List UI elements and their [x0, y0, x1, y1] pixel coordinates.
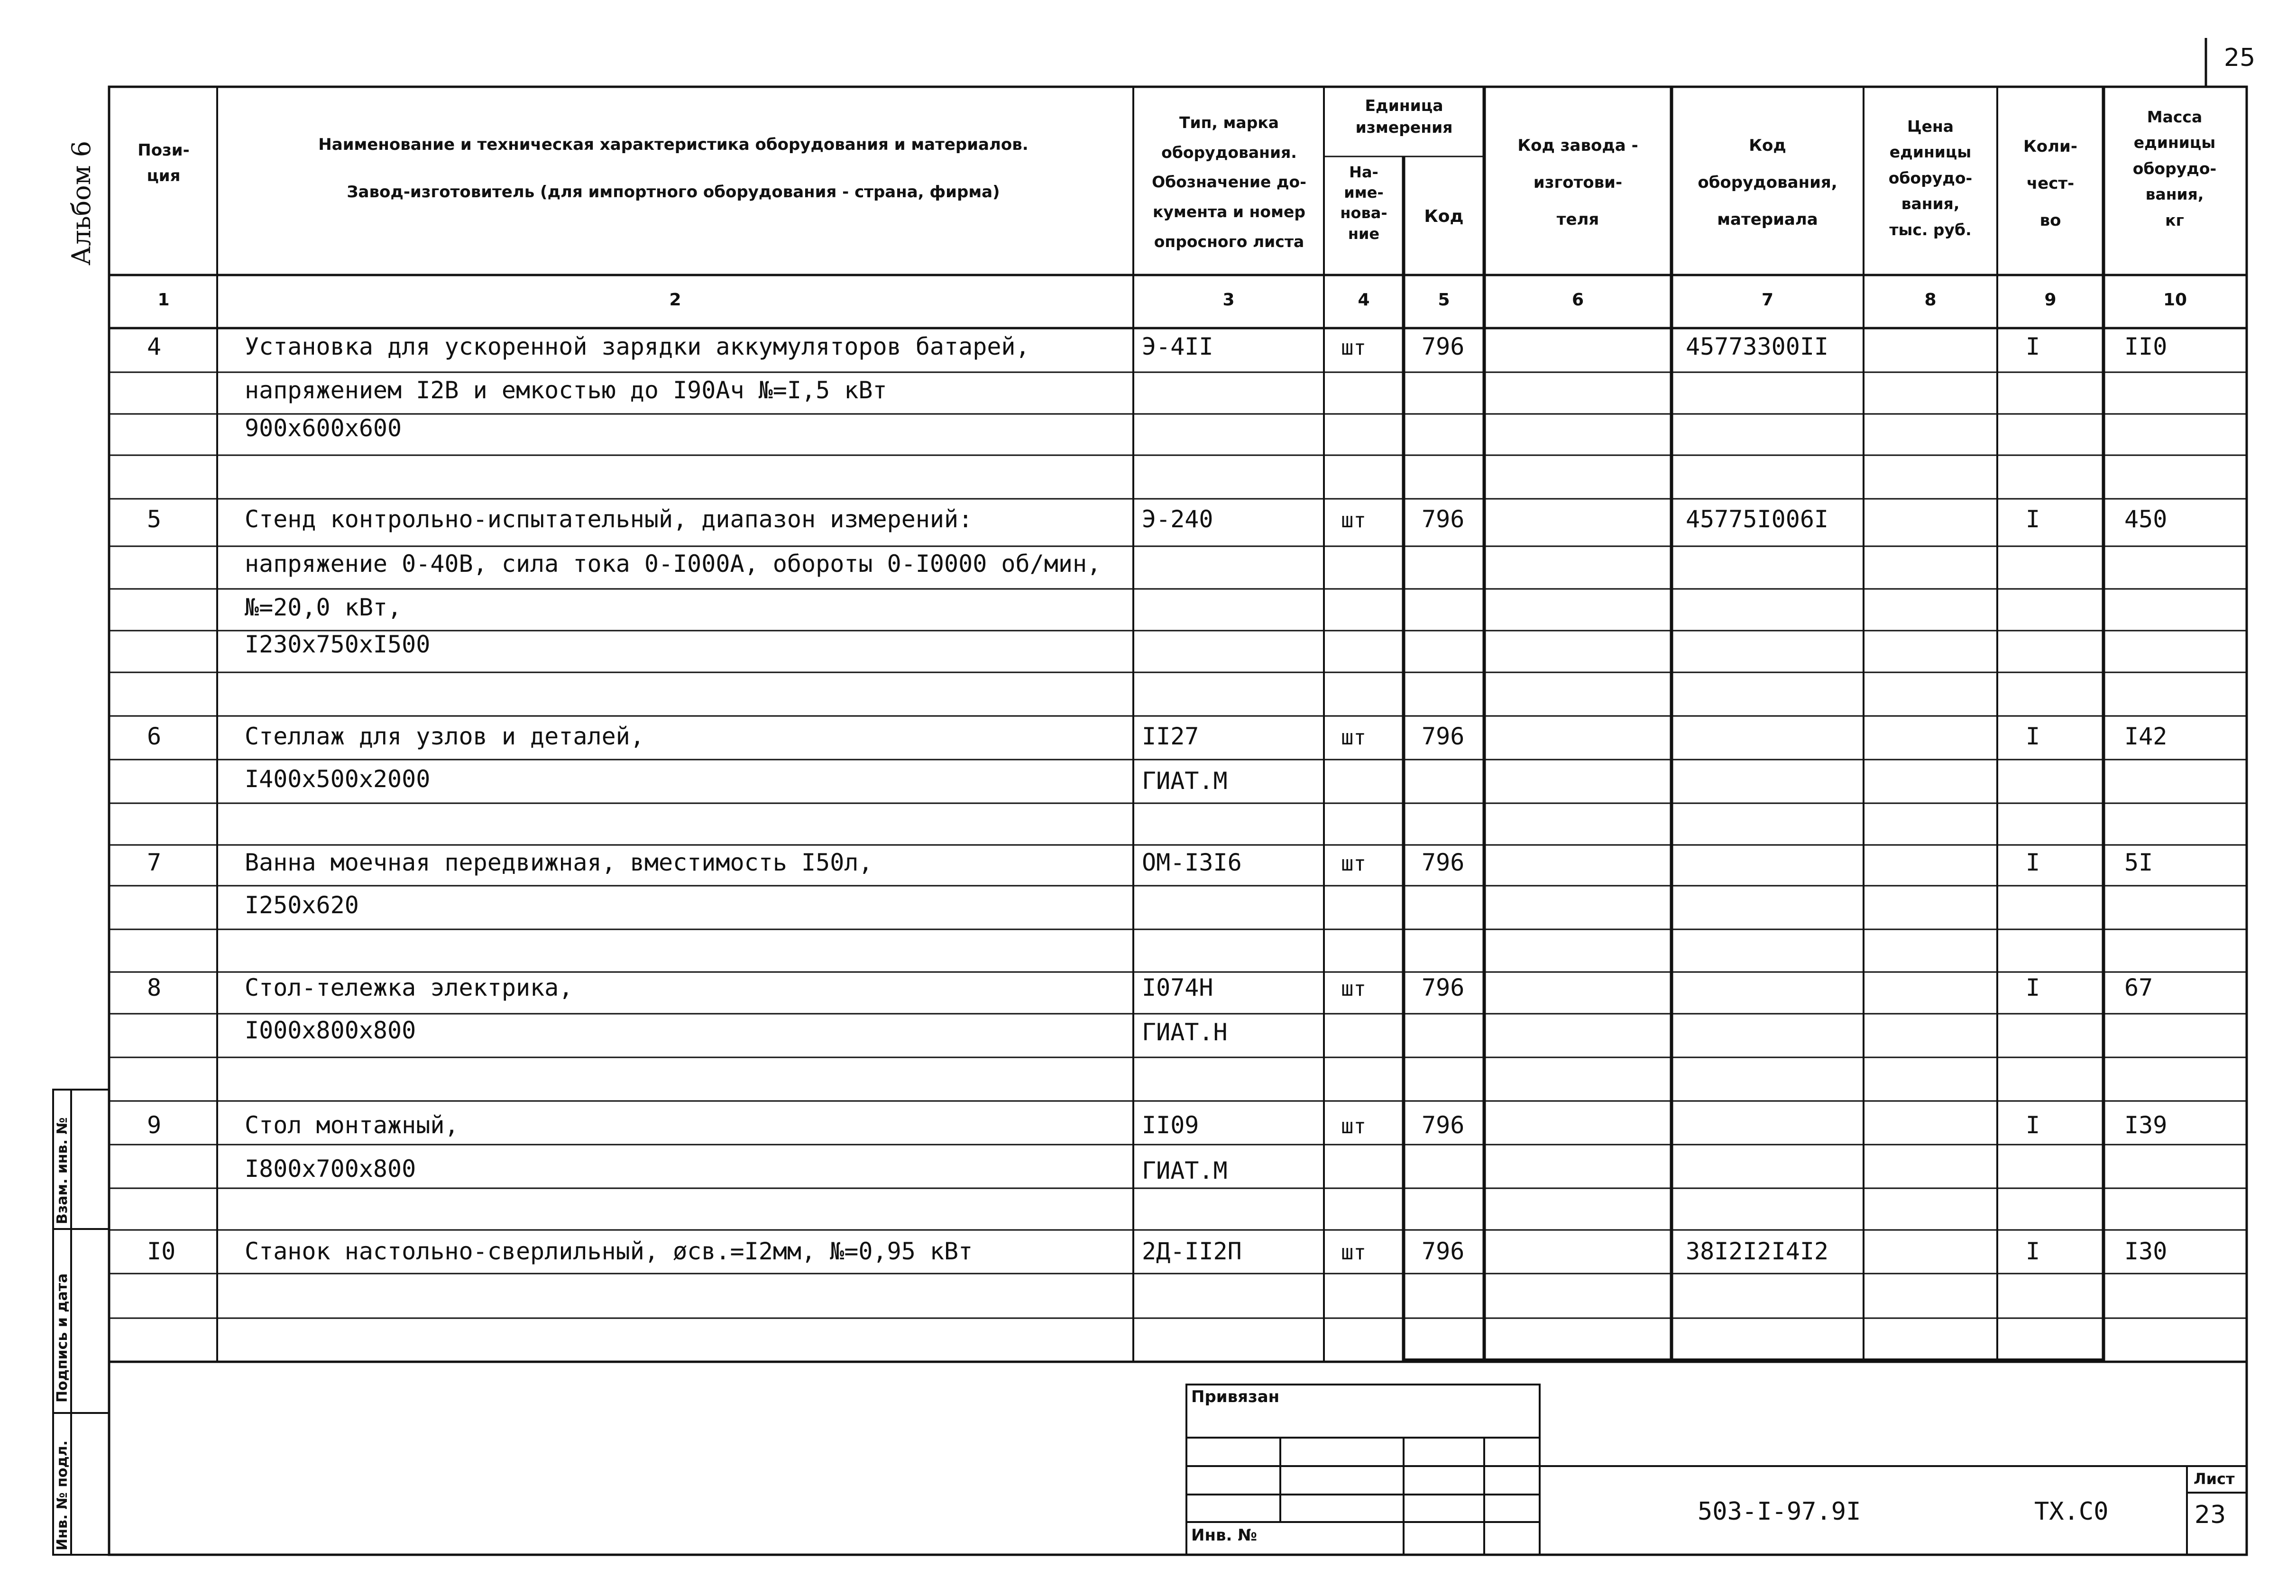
col-number-6: 6	[1571, 290, 1584, 310]
col-number-1: 1	[157, 290, 170, 310]
row-type: II27	[1142, 723, 1199, 750]
row-mass: I39	[2124, 1111, 2167, 1139]
row-type: ГИАТ.Н	[1142, 1018, 1228, 1046]
row-unit: шт	[1341, 852, 1366, 876]
row-description: I230х750хI500	[245, 631, 431, 658]
table-row-position: 9	[147, 1111, 162, 1139]
col-number-4: 4	[1358, 290, 1370, 310]
row-mass: II0	[2124, 333, 2167, 360]
row-unit: шт	[1341, 336, 1366, 360]
stamp-privyazan: Привязан	[1191, 1387, 1280, 1406]
row-description: I400х500х2000	[245, 765, 431, 793]
row-description: №=20,0 кВт,	[245, 594, 402, 621]
row-unit-code: 796	[1422, 1111, 1465, 1139]
row-unit-code: 796	[1422, 849, 1465, 876]
row-unit-code: 796	[1422, 974, 1465, 1001]
row-mass: 450	[2124, 505, 2167, 533]
row-description: Ванна моечная передвижная, вместимость I50л,	[245, 849, 873, 876]
row-description: I000х800х800	[245, 1017, 416, 1044]
row-description: I250х620	[245, 891, 359, 919]
col-number-5: 5	[1438, 290, 1450, 310]
col-number-2: 2	[669, 290, 681, 310]
row-quantity: I	[2026, 1111, 2040, 1139]
col-number-3: 3	[1222, 290, 1235, 310]
side-label-signature-date: Подпись и дата	[54, 1273, 71, 1403]
header-name-line1: Наименование и техническая характеристика оборудования и материалов.	[318, 135, 1029, 154]
header-equipment-code: Код оборудования, материала	[1698, 136, 1837, 229]
col-number-10: 10	[2163, 290, 2187, 310]
side-label-inv-original: Инв. № подл.	[54, 1440, 71, 1550]
row-unit: шт	[1341, 725, 1366, 750]
sheet-label: Лист	[2194, 1470, 2235, 1488]
row-unit: шт	[1341, 508, 1366, 532]
row-type: 2Д-II2П	[1142, 1238, 1242, 1265]
row-description: Стенд контрольно-испытательный, диапазон измерений:	[245, 505, 973, 533]
row-unit-code: 796	[1422, 723, 1465, 750]
row-type: ОМ-I3I6	[1142, 849, 1242, 876]
table-row-position: 6	[147, 723, 162, 750]
stamp-inv-number: Инв. №	[1191, 1526, 1258, 1545]
header-price: Цена единицы оборудо- вания, тыс. руб.	[1888, 117, 1973, 239]
table-row-position: 4	[147, 333, 162, 360]
row-quantity: I	[2026, 1238, 2040, 1265]
row-type: ГИАТ.М	[1142, 1157, 1228, 1184]
header-mass: Масса единицы оборудо- вания, кг	[2132, 108, 2217, 229]
row-unit-code: 796	[1422, 505, 1465, 533]
row-equipment-code: 38I2I2I4I2	[1686, 1238, 1829, 1265]
row-type: II09	[1142, 1111, 1199, 1139]
row-unit-code: 796	[1422, 1238, 1465, 1265]
row-equipment-code: 45775I006I	[1686, 505, 1829, 533]
row-quantity: I	[2026, 723, 2040, 750]
side-label-replace-inv: Взам. инв. №	[54, 1117, 71, 1224]
row-description: напряжение 0-40В, сила тока 0-I000А, обороты 0-I0000 об/мин,	[245, 550, 1102, 578]
row-equipment-code: 45773300II	[1686, 333, 1829, 360]
row-mass: 67	[2124, 974, 2153, 1001]
row-mass: 5I	[2124, 849, 2153, 876]
document-number: 503-I-97.9I	[1698, 1497, 1861, 1526]
row-type: Э-4II	[1142, 333, 1213, 360]
header-type: Тип, марка оборудования. Обозначение до- кумента и номер опросного листа	[1152, 113, 1306, 251]
document-mark: ТХ.С0	[2034, 1497, 2109, 1526]
row-description: Установка для ускоренной зарядки аккумуляторов батарей,	[245, 333, 1030, 360]
row-description: I800х700х800	[245, 1155, 416, 1183]
table-row-position: 7	[147, 849, 162, 876]
page-corner-number: 25	[2224, 44, 2256, 72]
header-unit-code: Код	[1424, 207, 1464, 226]
table-row-position: I0	[147, 1238, 176, 1265]
row-quantity: I	[2026, 333, 2040, 360]
row-quantity: I	[2026, 974, 2040, 1001]
row-unit: шт	[1341, 977, 1366, 1001]
col-number-8: 8	[1924, 290, 1937, 310]
header-factory-code: Код завода - изготови- теля	[1517, 136, 1638, 229]
header-unit: Единица измерения	[1355, 96, 1453, 137]
header-unit-name: На- име- нова- ние	[1340, 163, 1387, 243]
table-row-position: 5	[147, 505, 162, 533]
album-label: Альбом 6	[66, 140, 96, 266]
row-quantity: I	[2026, 849, 2040, 876]
row-description: Станок настольно-сверлильный, øсв.=I2мм, №=0,95 кВт	[245, 1238, 973, 1265]
row-mass: I42	[2124, 723, 2167, 750]
row-type: ГИАТ.М	[1142, 767, 1228, 795]
row-unit-code: 796	[1422, 333, 1465, 360]
row-quantity: I	[2026, 505, 2040, 533]
header-name-line2: Завод-изготовитель (для импортного оборудования - страна, фирма)	[347, 183, 1000, 202]
row-description: напряжением I2В и емкостью до I90Ач №=I,5 кВт	[245, 376, 887, 404]
row-description: Стеллаж для узлов и деталей,	[245, 723, 644, 750]
header-quantity: Коли- чест- во	[2023, 137, 2077, 230]
row-unit: шт	[1341, 1114, 1366, 1138]
row-description: Стол монтажный,	[245, 1111, 459, 1139]
sheet-number: 23	[2195, 1501, 2226, 1529]
header-position: Пози- ция	[138, 141, 190, 186]
col-number-9: 9	[2044, 290, 2057, 310]
row-unit: шт	[1341, 1240, 1366, 1265]
row-description: Стол-тележка электрика,	[245, 974, 573, 1001]
row-mass: I30	[2124, 1238, 2167, 1265]
col-number-7: 7	[1761, 290, 1774, 310]
row-type: I074Н	[1142, 974, 1213, 1001]
table-row-position: 8	[147, 974, 162, 1001]
row-type: Э-240	[1142, 505, 1213, 533]
row-description: 900х600х600	[245, 414, 402, 442]
